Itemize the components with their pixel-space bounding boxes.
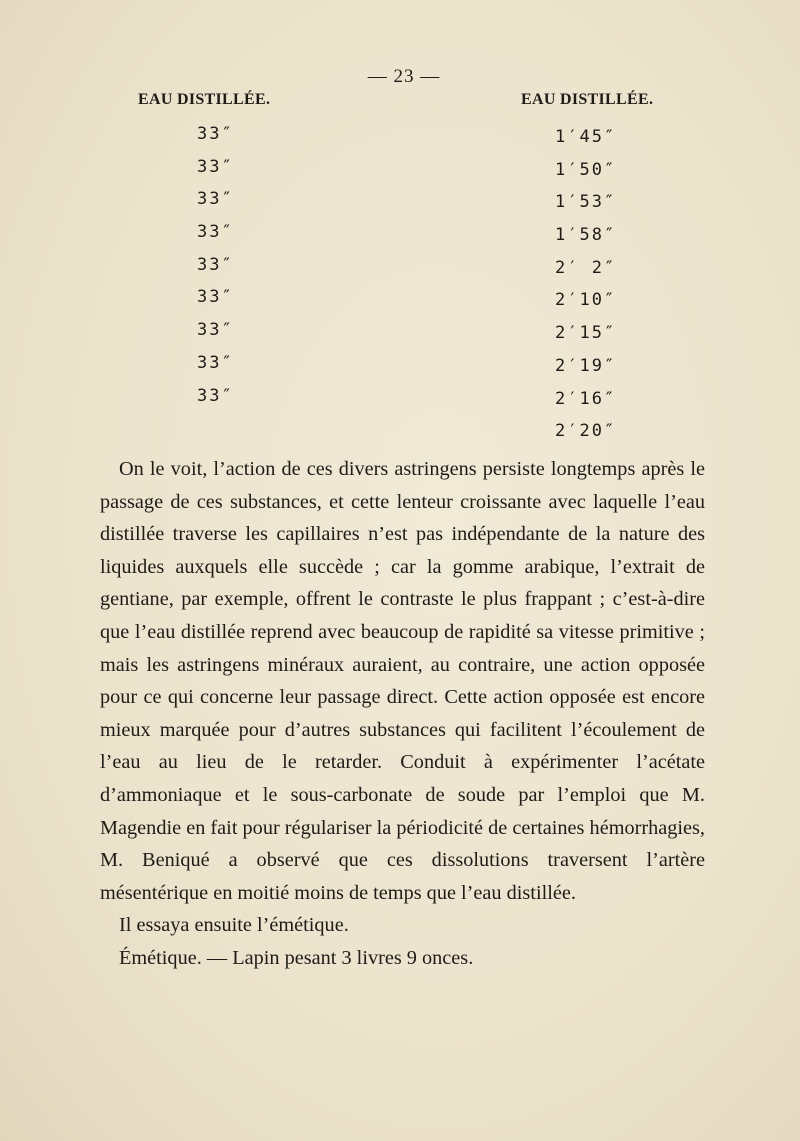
right-value: 2′15″ [555, 323, 617, 344]
left-value: 33″ [197, 320, 234, 341]
right-value: 2′20″ [555, 421, 617, 442]
left-column-header: EAU DISTILLÉE. [138, 91, 271, 108]
left-value: 33″ [197, 222, 234, 243]
right-value: 2′10″ [555, 290, 617, 311]
right-column-header: EAU DISTILLÉE. [521, 91, 654, 108]
left-value: 33″ [197, 156, 234, 177]
page-number: — 23 — [367, 66, 441, 87]
body-text [100, 453, 705, 975]
right-value: 1′45″ [555, 127, 617, 147]
right-value: 1′58″ [555, 225, 617, 246]
paragraph: On le voit, l’action de ces divers astringens persiste longtemps après le passage de ces substances, et cette lenteur croissante avec laquelle l’eau distillée traverse les capillaires n’est pas indépendante de la nature des liquides auxquels elle succède ; car la gomme arabique, l’extrait de gentiane, par exemple, offrent le contraste le plus frappant ; c’est-à-dire que l’eau distillée reprend avec beaucoup de rapidité sa vitesse primitive ; mais les astringens minéraux auraient, au contraire, une action opposée pour ce qui concerne leur passage direct. Cette action opposée est encore mieux marquée pour d’autres substances qui facilitent l’écoulement de l’eau au lieu de le retarder. Conduit à expérimenter l’acétate d’ammoniaque et le sous-carbonate de soude par l’emploi que M. Magendie en fait pour régulariser la périodicité de certaines hémorrhagies, M. Beniqué a observé que ces dissolutions traversent l’artère mésentérique en moitié moins de temps que l’eau distillée. [100, 458, 705, 904]
right-value: 1′50″ [555, 159, 617, 180]
right-value: 2′19″ [555, 355, 617, 376]
left-values-list [197, 118, 234, 412]
left-value: 33″ [197, 287, 234, 308]
paragraph: Il essaya ensuite l’émétique. [119, 914, 349, 937]
paragraph: Émétique. — Lapin pesant 3 livres 9 onces. [119, 946, 474, 969]
left-value: 33″ [197, 352, 234, 373]
right-value: 2′ 2″ [555, 257, 617, 278]
left-value: 33″ [197, 254, 234, 275]
right-value: 1′53″ [555, 192, 617, 213]
right-value: 2′16″ [555, 388, 617, 409]
left-value: 33″ [197, 124, 234, 144]
left-value: 33″ [197, 189, 234, 210]
right-values-list [555, 121, 616, 448]
left-value: 33″ [197, 385, 234, 406]
